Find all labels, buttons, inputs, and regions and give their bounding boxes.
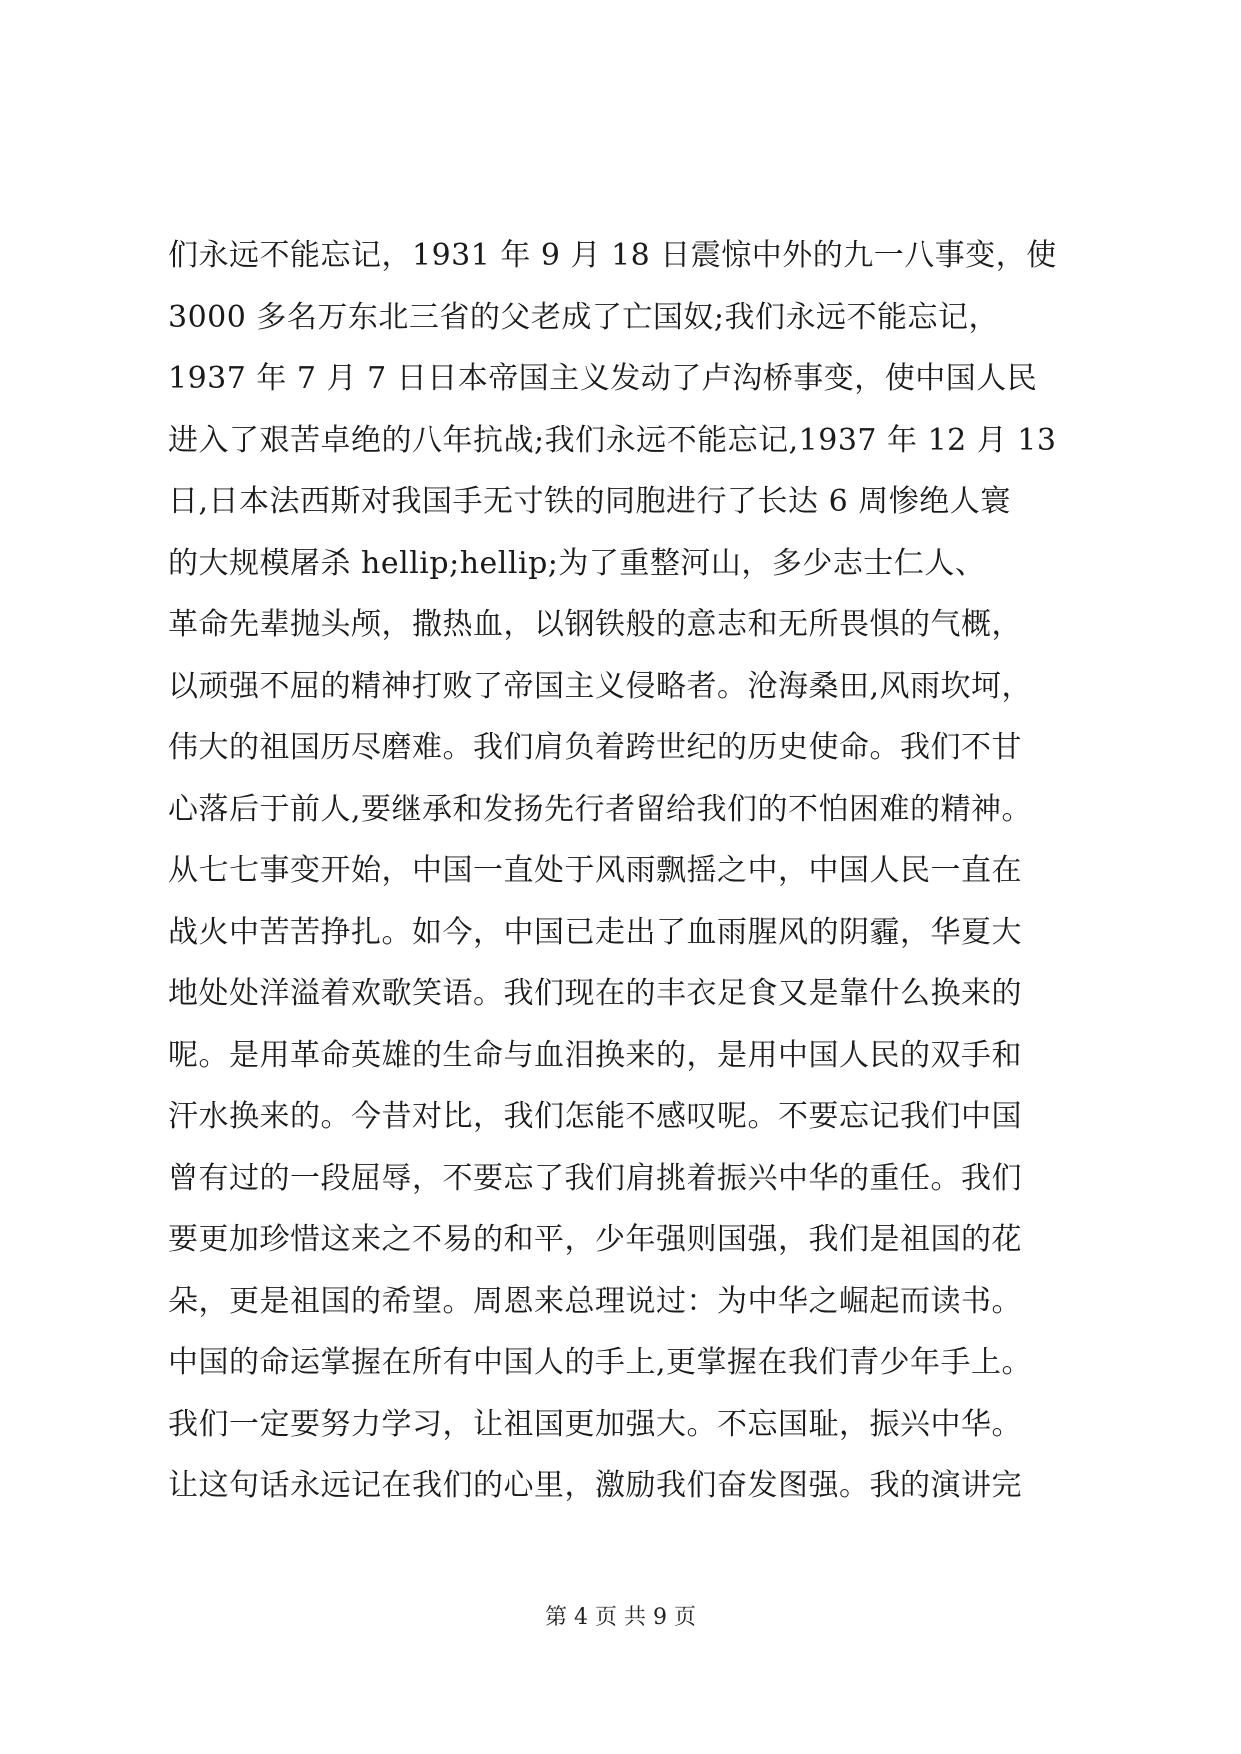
text-line: 中国的命运掌握在所有中国人的手上,更掌握在我们青少年手上。 <box>168 1345 1033 1380</box>
text-line: 要更加珍惜这来之不易的和平，少年强则国强，我们是祖国的花 <box>168 1222 1022 1257</box>
text-line: 的大规模屠杀 hellip;hellip;为了重整河山，多少志士仁人、 <box>168 545 986 581</box>
page-number-footer: 第 4 页 共 9 页 <box>545 1605 696 1630</box>
text-line: 革命先辈抛头颅，撒热血，以钢铁般的意志和无所畏惧的气概， <box>168 607 1022 642</box>
text-line: 日,日本法西斯对我国手无寸铁的同胞进行了长达 6 周惨绝人寰 <box>168 484 1011 519</box>
text-line: 心落后于前人,要继承和发扬先行者留给我们的不怕困难的精神。 <box>168 791 1033 827</box>
text-line: 曾有过的一段屈辱，不要忘了我们肩挑着振兴中华的重任。我们 <box>168 1160 1022 1196</box>
text-line: 战火中苦苦挣扎。如今，中国已走出了血雨腥风的阴霾，华夏大 <box>168 914 1022 950</box>
text-line: 我们一定要努力学习，让祖国更加强大。不忘国耻，振兴中华。 <box>168 1406 1022 1442</box>
text-line: 朵，更是祖国的希望。周恩来总理说过：为中华之崛起而读书。 <box>168 1283 1022 1319</box>
text-line: 地处处洋溢着欢歌笑语。我们现在的丰衣足食又是靠什么换来的 <box>168 976 1022 1011</box>
text-line: 1937 年 7 月 7 日日本帝国主义发动了卢沟桥事变，使中国人民 <box>168 361 1038 396</box>
text-line: 们永远不能忘记，1931 年 9 月 18 日震惊中外的九一八事变，使 <box>168 238 1057 273</box>
text-line: 进入了艰苦卓绝的八年抗战;我们永远不能忘记,1937 年 12 月 13 <box>168 422 1057 458</box>
text-line: 汗水换来的。今昔对比，我们怎能不感叹呢。不要忘记我们中国 <box>168 1099 1022 1134</box>
text-line: 从七七事变开始，中国一直处于风雨飘摇之中，中国人民一直在 <box>168 853 1022 888</box>
text-line: 呢。是用革命英雄的生命与血泪换来的，是用中国人民的双手和 <box>168 1037 1022 1073</box>
text-line: 以顽强不屈的精神打败了帝国主义侵略者。沧海桑田,风雨坎坷， <box>168 668 1033 704</box>
text-line: 伟大的祖国历尽磨难。我们肩负着跨世纪的历史使命。我们不甘 <box>168 730 1022 765</box>
text-line: 3000 多名万东北三省的父老成了亡国奴;我们永远不能忘记， <box>168 299 999 335</box>
body-text <box>168 225 1098 1517</box>
text-line: 让这句话永远记在我们的心里，激励我们奋发图强。我的演讲完 <box>168 1468 1022 1503</box>
